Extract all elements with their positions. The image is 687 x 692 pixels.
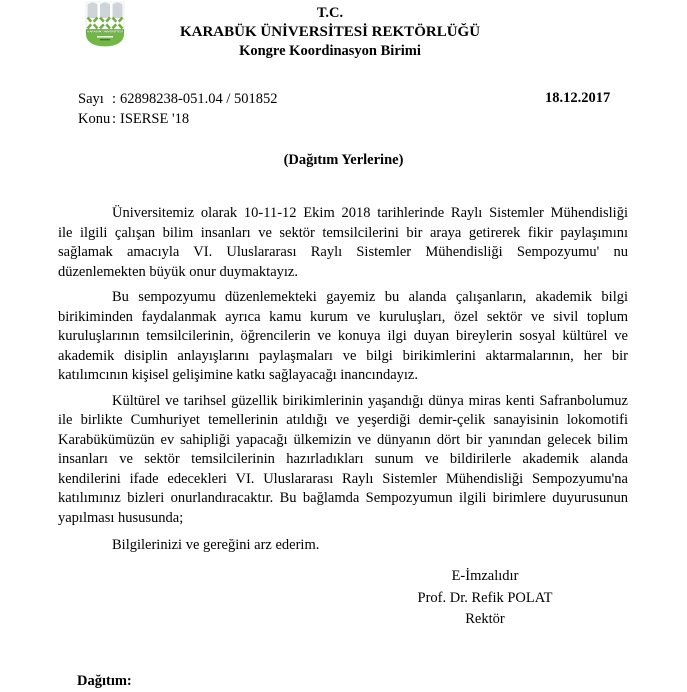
paragraph-line: insanları ve sektör temsilcilerinin hazırladıkları sunum ve bildirilerle akademik alanda xyxy=(58,451,628,467)
letterhead xyxy=(0,4,660,61)
letterhead-tc: T.C. xyxy=(316,5,344,21)
paragraph-line: katılımcının kişisel gelişimine katkı sağlayacağı inancındayız. xyxy=(58,367,418,383)
paragraph-line: kendilerini ifade edecekleri VI. Uluslararası Raylı Sistemler Mühendisliği Sempozyumu'na xyxy=(58,470,628,487)
logo-caption: KARABÜK ÜNİVERSİTESİ xyxy=(87,29,123,34)
paragraph-line: akademik disiplin anlayışlarını paylaşmaları ve bilgi birikimlerini aktarmalarının, her bir xyxy=(58,347,628,364)
sayi-colon: : xyxy=(112,91,117,107)
esignature-note: E-İmzalıdır xyxy=(451,568,519,584)
signer-title: Rektör xyxy=(465,611,505,627)
paragraph-3 xyxy=(58,392,628,529)
paragraph-1 xyxy=(58,204,628,282)
letterhead-university: KARABÜK ÜNİVERSİTESİ REKTÖRLÜĞÜ xyxy=(179,24,481,40)
paragraph-line: ile birlikte Cumhuriyet temellerinin atıldığı ve yeşerdiği demir-çelik sanayisinin lokomotifi xyxy=(58,412,628,428)
sayi-row xyxy=(78,90,277,110)
sayi-value: 62898238-051.04 / 501852 xyxy=(120,91,278,107)
paragraph-line: kuruluşlarının temsilcilerinin, öğrencilerin ve konuya ilgi duyan bireylerin sosyal kültürel ve xyxy=(58,328,628,344)
paragraph-line: Üniversitemiz olarak 10-11-12 Ekim 2018 tarihlerinde Raylı Sistemler Mühendisliği xyxy=(112,205,628,221)
closing-line: Bilgilerinizi ve gereğini arz ederim. xyxy=(112,537,320,553)
recipient-line: (Dağıtım Yerlerine) xyxy=(283,152,404,168)
letterhead-unit: Kongre Koordinasyon Birimi xyxy=(239,43,421,59)
sayi-label: Sayı xyxy=(78,91,104,107)
document-date: 18.12.2017 xyxy=(545,90,611,106)
paragraph-line: yapılması hususunda; xyxy=(58,509,184,526)
paragraph-line: ile ilgili çalışan bilim insanları ve sektör temsilcilerini bir araya getirerek fikir paylaşımını xyxy=(58,224,628,241)
paragraph-line: Kültürel ve tarihsel güzellik birikimlerinin yaşandığı dünya miras kenti Safranbolumuz xyxy=(112,392,628,409)
paragraph-line: Bu sempozyumu düzenlemekteki gayemiz bu alanda çalışanların, akademik bilgi xyxy=(112,289,628,305)
paragraph-line: Karabükümüzün ev sahipliği yapacağı ülkemizin ve dünyanın dört bir yanından gelecek bilim xyxy=(58,431,628,448)
paragraph-2 xyxy=(58,288,628,386)
paragraph-line: katılımınız bizleri onurlandıracaktır. Bu bağlamda Sempozyumun ilgili birimlere duyurusunun xyxy=(58,490,628,506)
letter-body xyxy=(58,204,628,528)
reference-block xyxy=(78,90,277,129)
konu-row xyxy=(78,110,277,130)
paragraph-line: sağlamak amacıyla VI. Uluslararası Raylı Sistemler Mühendisliği Sempozyumu' nu xyxy=(58,244,628,260)
distribution-heading: Dağıtım: xyxy=(77,673,132,689)
signature-block xyxy=(380,566,590,631)
konu-colon: : xyxy=(112,110,117,127)
konu-label: Konu xyxy=(78,110,111,127)
konu-value: ISERSE '18 xyxy=(120,110,190,127)
signer-name: Prof. Dr. Refik POLAT xyxy=(417,589,553,606)
paragraph-line: birikiminden faydalanmak ayrıca kamu kurum ve kuruluşları, özel sektör ve sivil toplum xyxy=(58,308,628,325)
paragraph-line: düzenlemekten büyük onur duymaktayız. xyxy=(58,263,298,280)
